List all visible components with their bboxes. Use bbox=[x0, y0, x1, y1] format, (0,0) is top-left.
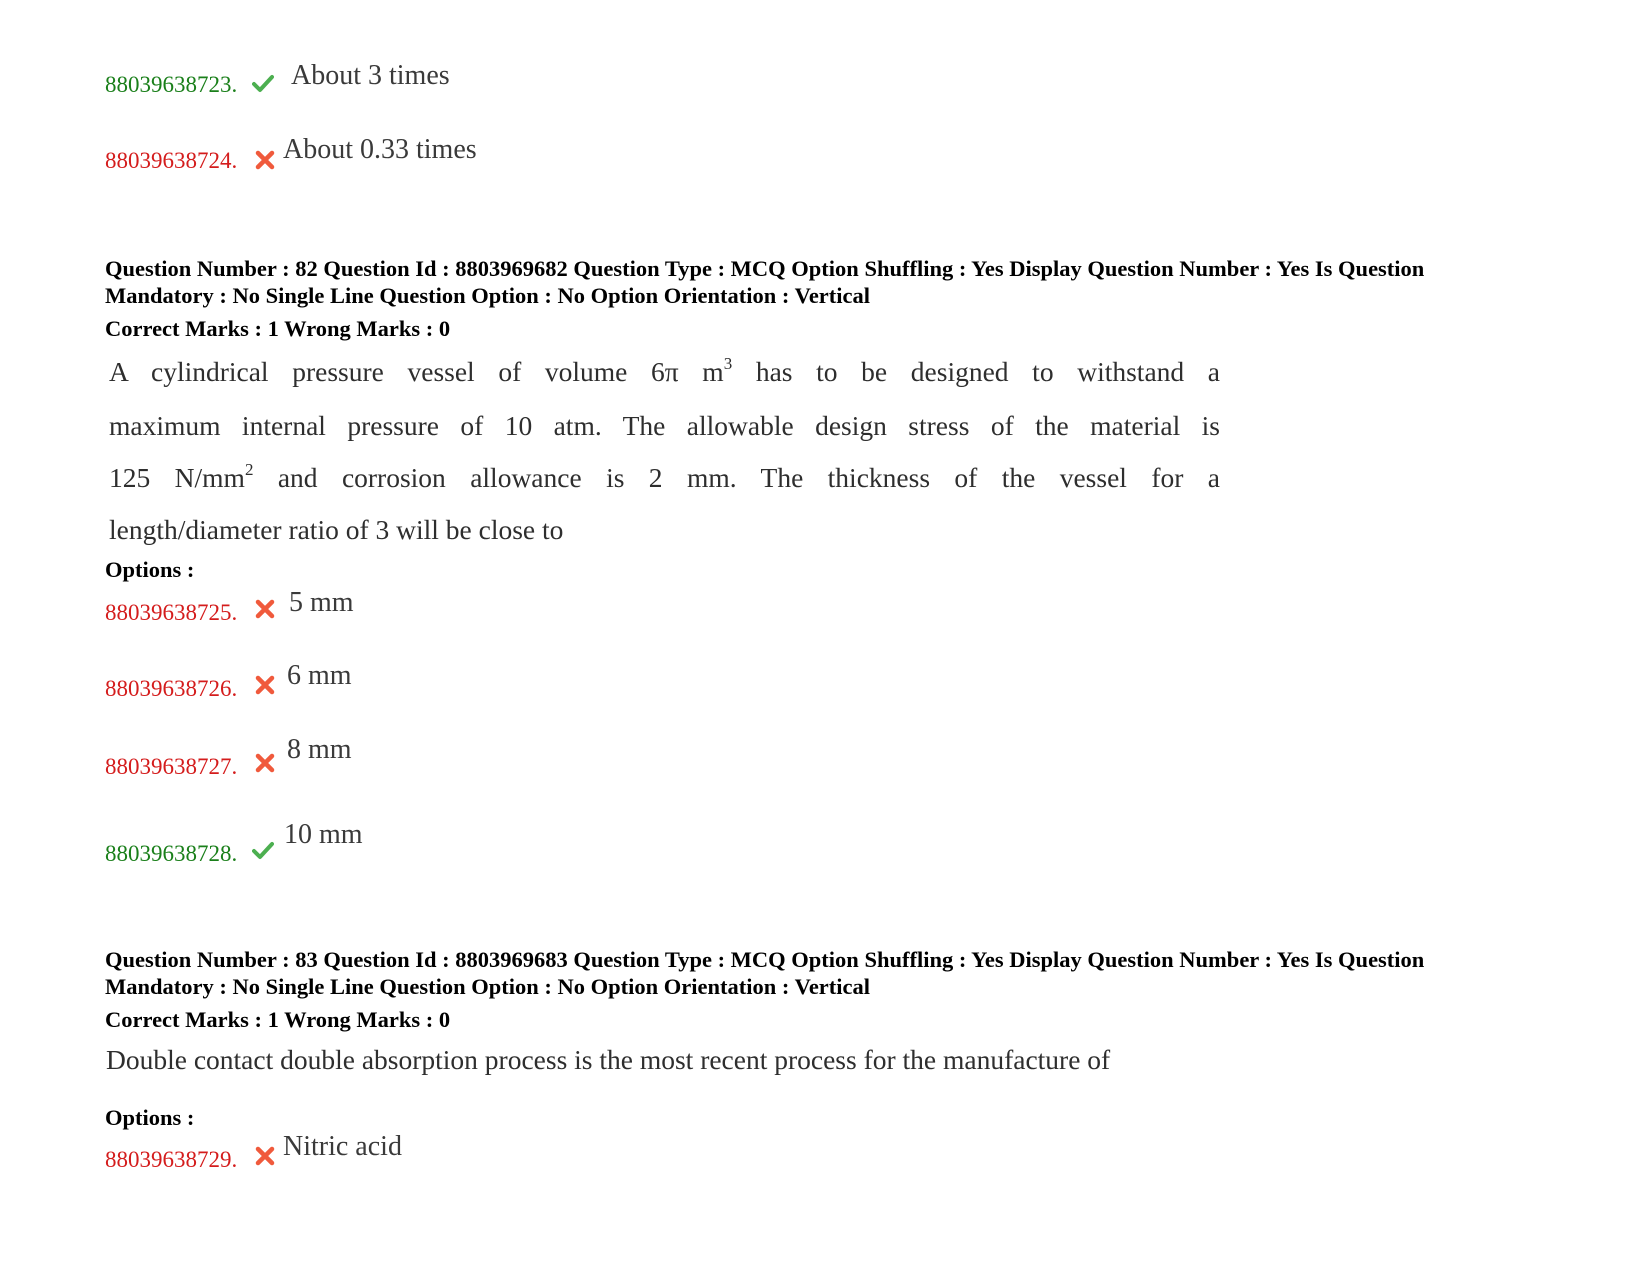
question-text: maximum internal pressure of 10 atm. The allowable design stress of the material is bbox=[109, 410, 1220, 441]
option-text: 10 mm bbox=[284, 819, 363, 850]
question-meta: Question Number : 83 Question Id : 8803969683 Question Type : MCQ Option Shuffling : Yes Display Question Number : Yes Is Question bbox=[105, 947, 1425, 972]
option-text: 6 mm bbox=[287, 660, 352, 691]
cross-icon bbox=[254, 1145, 276, 1167]
option-id: 88039638727. bbox=[105, 754, 238, 779]
options-label: Options : bbox=[105, 1105, 195, 1130]
option-text: Nitric acid bbox=[283, 1131, 402, 1162]
question-text: A cylindrical pressure vessel of volume 6π $m^3$ has to be designed to withstand a bbox=[109, 354, 1221, 387]
option-text: About 0.33 times bbox=[283, 134, 477, 165]
option-id: 88039638728. bbox=[105, 841, 238, 866]
cross-icon bbox=[254, 674, 276, 696]
option-id: 88039638725. bbox=[105, 600, 238, 625]
option-text: 5 mm bbox=[289, 587, 354, 618]
cross-icon bbox=[254, 752, 276, 774]
option-id: 88039638729. bbox=[105, 1147, 238, 1172]
option-id: 88039638724. bbox=[105, 148, 238, 173]
option-text: About 3 times bbox=[291, 60, 450, 91]
question-marks: Correct Marks : 1 Wrong Marks : 0 bbox=[105, 1007, 451, 1032]
option-id: 88039638723. bbox=[105, 72, 238, 97]
question-text: length/diameter ratio of 3 will be close to bbox=[109, 514, 564, 545]
cross-icon bbox=[254, 149, 276, 171]
check-icon bbox=[252, 72, 274, 94]
option-id: 88039638726. bbox=[105, 676, 238, 701]
question-meta: Mandatory : No Single Line Question Option : No Option Orientation : Vertical bbox=[105, 974, 871, 999]
question-marks: Correct Marks : 1 Wrong Marks : 0 bbox=[105, 316, 451, 341]
question-text: 125 $N/mm^2$ and corrosion allowance is 2 mm. The thickness of the vessel for a bbox=[109, 460, 1220, 493]
options-label: Options : bbox=[105, 557, 195, 582]
cross-icon bbox=[254, 598, 276, 620]
option-text: 8 mm bbox=[287, 734, 352, 765]
question-text: Double contact double absorption process is the most recent process for the manufacture of bbox=[106, 1044, 1111, 1075]
check-icon bbox=[252, 839, 274, 861]
question-meta: Question Number : 82 Question Id : 8803969682 Question Type : MCQ Option Shuffling : Yes Display Question Number : Yes Is Question bbox=[105, 256, 1425, 281]
question-meta: Mandatory : No Single Line Question Option : No Option Orientation : Vertical bbox=[105, 283, 871, 308]
